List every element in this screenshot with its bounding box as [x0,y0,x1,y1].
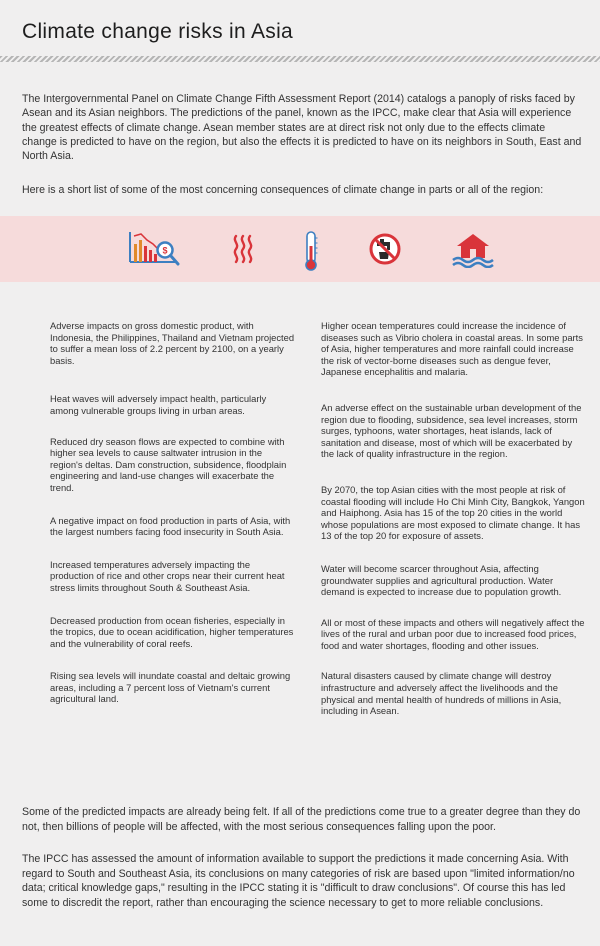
hatched-divider [0,56,600,62]
risk-item-gdp: Adverse impacts on gross domestic product, with Indonesia, the Philippines, Thailand and Vietnam projected to suffer a mean loss of 2.2 percent by 2100, on a yearly basis. [50,320,295,366]
risk-item-natural-disasters: Natural disasters caused by climate change will destroy infrastructure and adversely affect the livelihoods and the physical and mental health of hundreds of millions in Asia, including in Asean. [321,670,562,717]
risk-list-left [50,320,295,705]
icon-band [0,216,600,282]
risk-item-urban-development: An adverse effect on the sustainable urban development of the region due to flooding, subsidence, sea level increases, storm surges, typhoons, water shortages, heat islands, lack of sanitation and disease, most of which will be exacerbated by the lack of quality infrastructure in the region. [321,401,582,460]
risk-list-right [321,320,585,717]
risk-item-fisheries: Decreased production from ocean fisheries, especially in the tropics, due to ocean acidification, higher temperatures and the vulnerability of coral reefs. [50,614,294,649]
thermometer-icon [302,230,320,272]
page-header [0,0,600,62]
risk-item-food-production: A negative impact on food production in parts of Asia, with the largest numbers facing food insecurity in South Asia. [50,514,291,538]
svg-text:$: $ [162,245,168,256]
risk-item-diseases: Higher ocean temperatures could increase the incidence of diseases such as Vibrio cholera in coastal areas. In some parts of Asia, higher temperatures and more rainfall could increase the risk of vector-borne diseases such as dengue fever, Japanese encephalitis and malaria. [321,320,583,378]
no-water-icon [368,230,402,268]
closing-paragraph-1: Some of the predicted impacts are already being felt. If all of the predictions come true to a greater degree than they do not, then billions of people will be affected, with the most serious consequences falling upon the poor. [22,806,581,833]
risk-item-sea-levels: Rising sea levels will inundate coastal and deltaic growing areas, including a 7 percent loss of Vietnam's current agricultural land. [50,670,291,705]
economy-chart-icon [127,230,183,268]
risk-item-saltwater: Reduced dry season flows are expected to combine with higher sea levels to cause saltwater intrusion in the region's deltas. Dam construction, subsidence, floodplain engineering and land-use changes will exacerbate the trend. [50,435,287,493]
risk-item-water-scarcity: Water will become scarcer throughout Asia, affecting groundwater supplies and agricultural production. Water demand is expected to increase due to population growth. [321,562,562,598]
page-title: Climate change risks in Asia [22,20,294,43]
closing-paragraph-2: The IPCC has assessed the amount of information available to support the predictions it made concerning Asia. With regard to South and Southeast Asia, its conclusions on many categories of risk are based upon "limited information/no data; critical knowledge gaps," resulting in the IPCC stating it is "difficult to draw conclusions". Of course this has led some to discredit the report, rather than encouraging the science necessary to get to more reliable conclusions. [22,853,575,909]
risk-item-poor: All or most of these impacts and others will negatively affect the lives of the rural and urban poor due to increased food prices, food and water shortages, flooding and other issues. [321,616,585,651]
flooded-house-icon [451,230,499,268]
risk-item-heat-waves: Heat waves will adversely impact health, particularly among vulnerable groups living in urban areas. [50,393,267,416]
intro-paragraph: The Intergovernmental Panel on Climate Change Fifth Assessment Report (2014) catalogs a panoply of risks faced by Asean and its Asian neighbors. The predictions of the panel, known as the IPCC, make clear that Asia will experience the greatest effects of climate change. Asean member states are at direct risk not only due to the effects climate change is predicted to have on the region, but also the effects it is predicted to have on its neighbors in South, East and North Asia. [22,93,582,163]
lead-sentence: Here is a short list of some of the most concerning consequences of climate change in parts or all of the region: [22,184,544,196]
risk-item-crops: Increased temperatures adversely impacting the production of rice and other crops near their current heat stress limits throughout South & Southeast Asia. [50,558,285,593]
risk-item-coastal-flooding: By 2070, the top Asian cities with the most people at risk of coastal flooding will include Ho Chi Minh City, Bangkok, Yangon and Haiphong. Asia has 15 of the top 20 cities in the world whose populations are most exposed to climate change. It has 13 of the top 20 for exposure of assets. [321,483,585,542]
heat-waves-icon [231,230,255,268]
